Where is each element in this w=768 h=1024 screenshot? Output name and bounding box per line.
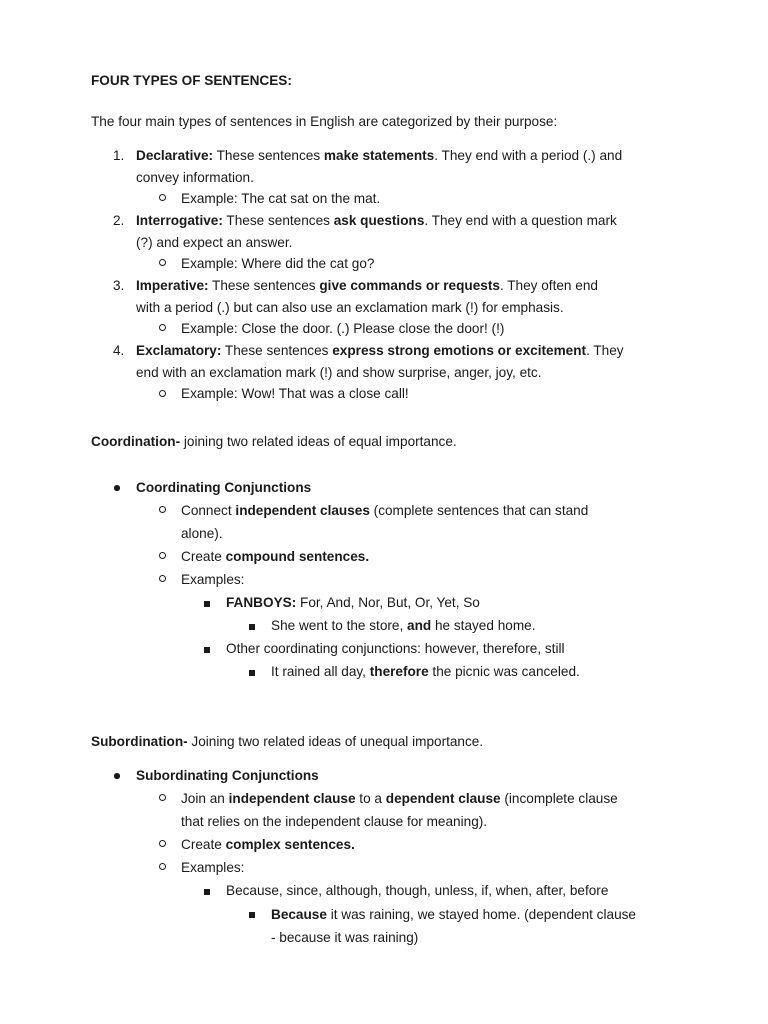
fanboys-example: She went to the store, and he stayed home. <box>271 618 536 633</box>
subordinating-heading: Subordinating Conjunctions <box>136 768 319 783</box>
connect-item-cont: alone). <box>181 526 223 541</box>
examples-label: Examples: <box>181 572 245 587</box>
square-bullet-icon <box>204 647 210 653</box>
subordinating-example: Because it was raining, we stayed home. (dependent clause <box>271 907 636 922</box>
list-number: 4. <box>113 343 125 358</box>
type-description-cont: end with an exclamation mark (!) and show surprise, anger, joy, etc. <box>136 365 542 380</box>
coordinating-heading: Coordinating Conjunctions <box>136 480 312 495</box>
square-bullet-icon <box>204 889 210 895</box>
type-description-cont: with a period (.) but can also use an exclamation mark (!) for emphasis. <box>136 300 564 315</box>
create-item: Create complex sentences. <box>181 837 355 852</box>
intro-paragraph: The four main types of sentences in English are categorized by their purpose: <box>91 114 558 129</box>
circle-bullet-icon <box>159 194 166 201</box>
square-bullet-icon <box>249 670 255 676</box>
type-description-cont: convey information. <box>136 170 254 185</box>
connect-item: Connect independent clauses (complete sentences that can stand <box>181 503 589 518</box>
square-bullet-icon <box>249 624 255 630</box>
type-description: Interrogative: These sentences ask questions. They end with a question mark <box>136 213 617 228</box>
list-number: 3. <box>113 278 125 293</box>
circle-bullet-icon <box>159 794 166 801</box>
join-item: Join an independent clause to a dependent clause (incomplete clause <box>181 791 618 806</box>
circle-bullet-icon <box>159 575 166 582</box>
type-description-cont: (?) and expect an answer. <box>136 235 293 250</box>
circle-bullet-icon <box>159 506 166 513</box>
type-description: Exclamatory: These sentences express strong emotions or excitement. They <box>136 343 624 358</box>
square-bullet-icon <box>204 601 210 607</box>
type-example: Example: The cat sat on the mat. <box>181 191 381 206</box>
other-conjunctions-example: It rained all day, therefore the picnic was canceled. <box>271 664 580 679</box>
list-number: 1. <box>113 148 125 163</box>
circle-bullet-icon <box>159 324 166 331</box>
circle-bullet-icon <box>159 552 166 559</box>
examples-label: Examples: <box>181 860 245 875</box>
subordination-definition: Subordination- Joining two related ideas of unequal importance. <box>91 734 484 749</box>
filled-bullet-icon <box>114 773 120 779</box>
circle-bullet-icon <box>159 863 166 870</box>
list-number: 2. <box>113 213 125 228</box>
type-example: Example: Close the door. (.) Please close the door! (!) <box>181 321 505 336</box>
type-description: Imperative: These sentences give commands or requests. They often end <box>136 278 598 293</box>
type-example: Example: Where did the cat go? <box>181 256 375 271</box>
other-conjunctions-item: Other coordinating conjunctions: however, therefore, still <box>226 641 565 656</box>
coordination-definition: Coordination- joining two related ideas of equal importance. <box>91 434 457 449</box>
document-title: FOUR TYPES OF SENTENCES: <box>91 73 292 88</box>
circle-bullet-icon <box>159 390 166 397</box>
type-example: Example: Wow! That was a close call! <box>181 386 409 401</box>
subordinating-example-cont: - because it was raining) <box>271 930 419 945</box>
circle-bullet-icon <box>159 840 166 847</box>
join-item-cont: that relies on the independent clause for meaning). <box>181 814 488 829</box>
type-description: Declarative: These sentences make statements. They end with a period (.) and <box>136 148 623 163</box>
subordinating-list: Because, since, although, though, unless, if, when, after, before <box>226 883 609 898</box>
filled-bullet-icon <box>114 485 120 491</box>
create-item: Create compound sentences. <box>181 549 370 564</box>
circle-bullet-icon <box>159 259 166 266</box>
fanboys-item: FANBOYS: For, And, Nor, But, Or, Yet, So <box>226 595 480 610</box>
square-bullet-icon <box>249 912 255 918</box>
